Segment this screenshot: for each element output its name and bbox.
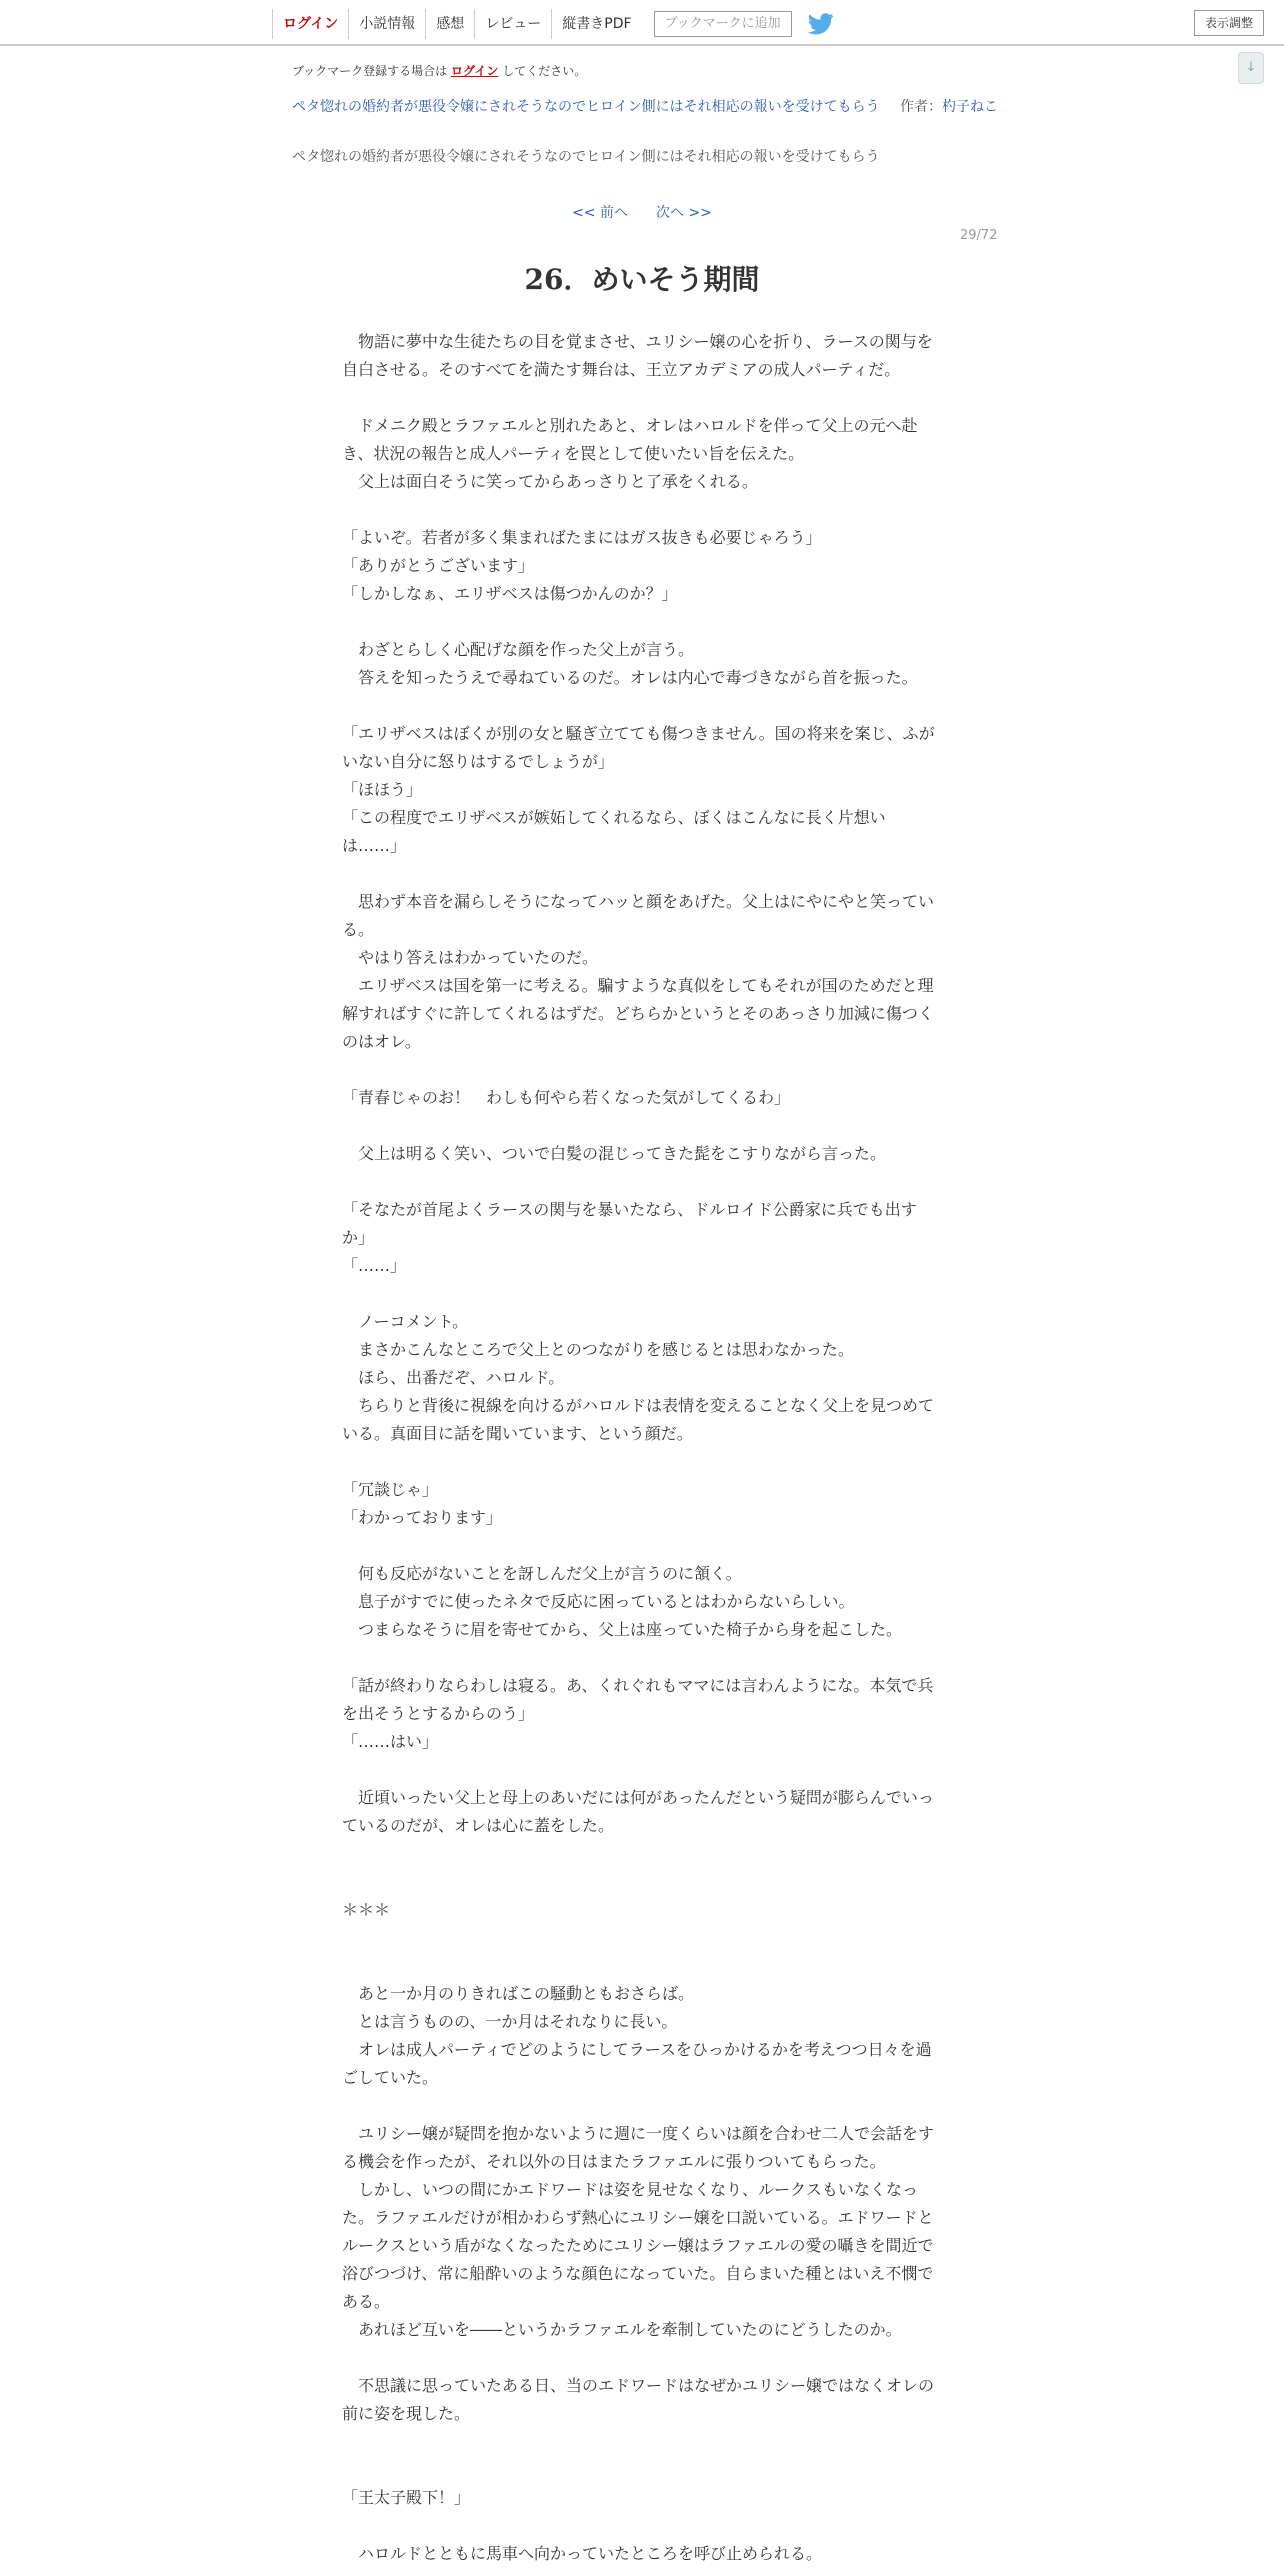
body-line: [342, 1532, 938, 1560]
body-line: [342, 2512, 938, 2540]
twitter-icon[interactable]: [808, 13, 834, 35]
body-line: 「冗談じゃ」: [342, 1480, 439, 1499]
body-line: あと一か月のりきればこの騒動ともおさらば。: [342, 1984, 695, 2003]
body-line: [342, 860, 938, 888]
body-line: エリザベスは国を第一に考える。騙すような真似をしてもそれが国のためだと理解すればすぐに許してくれるはずだ。どちらかというとそのあっさり加減に傷つくのはオレ。: [342, 976, 934, 1051]
body-line: [342, 608, 938, 636]
body-line: [342, 2456, 938, 2484]
body-line: 「ほほう」: [342, 780, 423, 799]
body-line: 「話が終わりならわしは寝る。あ、くれぐれもママには言わんようにな。本気で兵を出そうとするからのう」: [342, 1676, 934, 1723]
login-notice-link[interactable]: ログイン: [451, 64, 499, 78]
novel-info-link[interactable]: 小説情報: [348, 9, 425, 39]
impressions-link[interactable]: 感想: [425, 9, 474, 39]
scroll-down-tab[interactable]: ↓: [1238, 52, 1264, 84]
series-title-link[interactable]: ペタ惚れの婚約者が悪役令嬢にされそうなのでヒロイン側にはそれ相応の報いを受けてもらう: [292, 99, 880, 115]
body-line: 「この程度でエリザベスが嫉妬してくれるなら、ぼくはこんなに長く片想いは……」: [342, 808, 886, 855]
body-line: ちらりと背後に視線を向けるがハロルドは表情を変えることなく父上を見つめている。真面目に話を聞いています、という顔だ。: [342, 1396, 935, 1443]
body-line: ユリシー嬢が疑問を抱かないように週に一度くらいは顔を合わせ二人で会話をする機会を作ったが、それ以外の日はまたラファエルに張りついてもらった。: [342, 2124, 935, 2171]
body-line: わざとらしく心配げな顔を作った父上が言う。: [342, 640, 695, 659]
body-line: まさかこんなところで父上とのつながりを感じるとは思わなかった。: [342, 1340, 854, 1359]
chapter-pager: [0, 202, 1284, 222]
review-link[interactable]: レビュー: [474, 9, 551, 39]
body-line: [342, 1168, 938, 1196]
body-line: しかし、いつの間にかエドワードは姿を見せなくなり、ルークスもいなくなった。ラファエルだけが相かわらず熱心にユリシー嬢を口説いている。エドワードとルークスという盾がなくなったためにユリシー嬢はラファエルの愛の囁きを間近で浴びつづけ、常に船酔いのような顔色になっていた。自らまいた種とはいえ不憫である。: [342, 2180, 934, 2311]
body-line: 「そなたが首尾よくラースの関与を暴いたなら、ドルロイド公爵家に兵でも出すか」: [342, 1200, 917, 1247]
body-line: [342, 2344, 938, 2372]
top-header: [0, 0, 1284, 46]
login-notice-prefix: ブックマーク登録する場合は: [292, 64, 448, 78]
body-line: [342, 1952, 938, 1980]
header-nav: [272, 9, 834, 39]
body-line: ドメニク殿とラファエルと別れたあと、オレはハロルドを伴って父上の元へ赴き、状況の報告と成人パーティを罠として使いたい旨を伝えた。: [342, 416, 918, 463]
body-line: [342, 1924, 938, 1952]
novel-body: [342, 328, 938, 2568]
body-line: 「よいぞ。若者が多く集まればたまにはガス抜きも必要じゃろう」: [342, 528, 822, 547]
body-line: 近頃いったい父上と母上のあいだには何があったんだという疑問が膨らんでいっているのだが、オレは心に蓋をした。: [342, 1788, 934, 1835]
body-line: [342, 2428, 938, 2456]
body-line: 不思議に思っていたある日、当のエドワードはなぜかユリシー嬢ではなくオレの前に姿を現した。: [342, 2376, 935, 2423]
body-line: ハロルドとともに馬車へ向かっていたところを呼び止められる。: [342, 2544, 823, 2563]
body-line: 「青春じゃのお！ わしも何やら若くなった気がしてくるわ」: [342, 1088, 791, 1107]
body-line: [342, 2092, 938, 2120]
body-line: 「……」: [342, 1256, 407, 1275]
chapter-title: 26．めいそう期間: [524, 263, 760, 296]
body-line: [342, 1448, 938, 1476]
body-line: 「エリザベスはぼくが別の女と騒ぎ立てても傷つきません。国の将来を案じ、ふがいない自分に怒りはするでしょうが」: [342, 724, 935, 771]
body-line: [342, 1112, 938, 1140]
login-link[interactable]: ログイン: [272, 9, 348, 39]
body-line: あれほど互いを――というかラファエルを牽制していたのにどうしたのか。: [342, 2320, 902, 2339]
display-adjust-button[interactable]: 表示調整: [1194, 10, 1264, 36]
body-line: [342, 1644, 938, 1672]
body-line: 父上は面白そうに笑ってからあっさりと了承をくれる。: [342, 472, 758, 491]
body-line: 「王太子殿下！」: [342, 2488, 471, 2507]
body-line: 物語に夢中な生徒たちの目を覚まさせ、ユリシー嬢の心を折り、ラースの関与を自白させる。そのすべてを満たす舞台は、王立アカデミアの成人パーティだ。: [342, 332, 933, 379]
body-line: 「しかしなぁ、エリザベスは傷つかんのか？」: [342, 584, 678, 603]
page-count: 29/72: [960, 228, 998, 243]
add-bookmark-button[interactable]: ブックマークに追加: [654, 11, 792, 37]
body-line: [342, 384, 938, 412]
body-line: ほら、出番だぞ、ハロルド。: [342, 1368, 565, 1387]
author-name-link[interactable]: 杓子ねこ: [942, 99, 998, 115]
login-notice: [292, 62, 586, 79]
body-line: 父上は明るく笑い、ついで白髪の混じってきた髭をこすりながら言った。: [342, 1144, 887, 1163]
next-chapter-link[interactable]: 次へ >>: [656, 205, 712, 221]
novel-title: ペタ惚れの婚約者が悪役令嬢にされそうなのでヒロイン側にはそれ相応の報いを受けてもらう: [292, 149, 880, 165]
body-line: [342, 496, 938, 524]
body-line: オレは成人パーティでどのようにしてラースをひっかけるかを考えつつ日々を過ごしていた。: [342, 2040, 932, 2087]
body-line: ＊＊＊: [342, 1900, 391, 1919]
body-line: [342, 1056, 938, 1084]
body-line: [342, 1868, 938, 1896]
body-line: 「ありがとうございます」: [342, 556, 535, 575]
body-line: [342, 1840, 938, 1868]
body-line: 答えを知ったうえで尋ねているのだ。オレは内心で毒づきながら首を振った。: [342, 668, 918, 687]
body-line: やはり答えはわかっていたのだ。: [342, 948, 599, 967]
body-line: 「わかっております」: [342, 1508, 503, 1527]
body-line: ノーコメント。: [342, 1312, 469, 1331]
author-info: [900, 96, 998, 118]
body-line: [342, 1756, 938, 1784]
body-line: つまらなそうに眉を寄せてから、父上は座っていた椅子から身を起こした。: [342, 1620, 903, 1639]
body-line: 思わず本音を漏らしそうになってハッと顔をあげた。父上はにやにやと笑っている。: [342, 892, 935, 939]
login-notice-suffix: してください。: [502, 64, 587, 78]
body-line: 息子がすでに使ったネタで反応に困っているとはわからないらしい。: [342, 1592, 855, 1611]
body-line: とは言うものの、一か月はそれなりに長い。: [342, 2012, 678, 2031]
author-label: 作者：: [900, 99, 942, 115]
body-line: [342, 1280, 938, 1308]
vertical-pdf-link[interactable]: 縦書きPDF: [551, 9, 641, 39]
body-line: [342, 692, 938, 720]
prev-chapter-link[interactable]: << 前へ: [572, 205, 628, 221]
series-row: [292, 96, 998, 118]
body-line: 「……はい」: [342, 1732, 439, 1751]
body-line: 何も反応がないことを訝しんだ父上が言うのに頷く。: [342, 1564, 742, 1583]
